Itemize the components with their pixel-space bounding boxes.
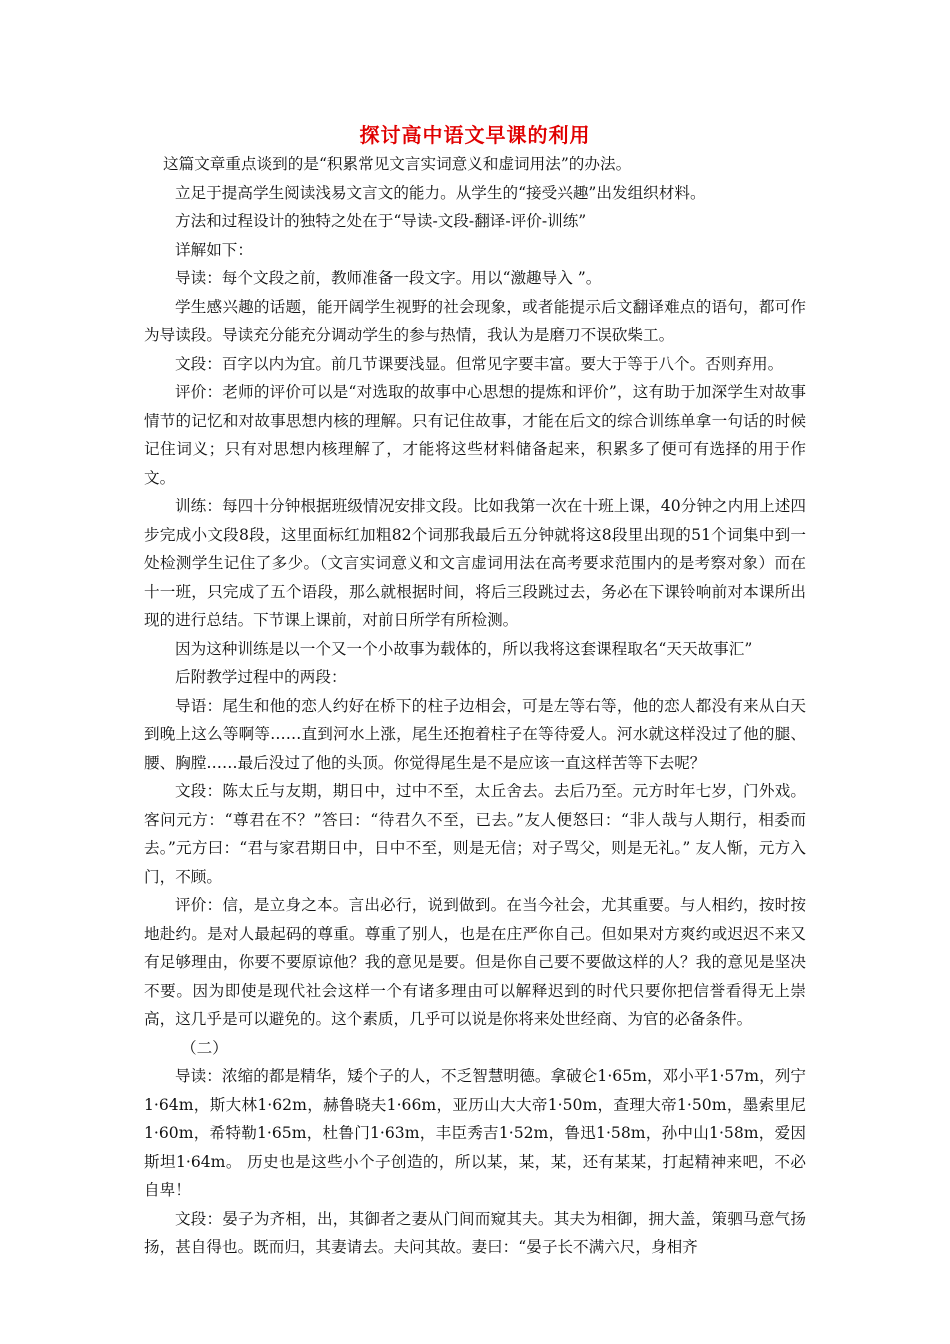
paragraph: 评价：信，是立身之本。言出必行，说到做到。在当今社会，尤其重要。与人相约，按时按地赴约。是对人最起码的尊重。尊重了别人，也是在庄严你自己。但如果对方爽约或迟迟不来又有足够理由，你要不要原谅他？我的意见是要。但是你自己要不要做这样的人？我的意见是坚决不要。因为即使是现代社会这样一个有诸多理由可以解释迟到的时代只要你把信誉看得无上崇高，这几乎是可以避免的。这个素质，几乎可以说是你将来处世经商、为官的必备条件。 bbox=[144, 896, 806, 1028]
paragraph: 文段：晏子为齐相，出，其御者之妻从门间而窥其夫。其夫为相御，拥大盖，策驷马意气扬扬，甚自得也。既而归，其妻请去。夫问其故。妻曰：“晏子长不满六尺，身相齐 bbox=[144, 1209, 806, 1256]
paragraph: 训练：每四十分钟根据班级情况安排文段。比如我第一次在十班上课，40分钟之内用上述四步完成小文段8段，这里面标红加粗82个词那我最后五分钟就将这8段里出现的51个词集中到一处检测学生记住了多少。（文言实词意义和文言虚词用法在高考要求范围内的是考察对象）而在十一班，只完成了五个语段，那么就根据时间，将后三段跳过去，务必在下课铃响前对本课所出现的进行总结。下节课上课前，对前日所学有所检测。 bbox=[144, 497, 806, 629]
paragraph: 文段：陈太丘与友期，期日中，过中不至，太丘舍去。去后乃至。元方时年七岁，门外戏。客问元方：“尊君在不？”答曰：“待君久不至，已去。”友人便怒曰：“非人哉与人期行，相委而去。”元方曰：“君与家君期日中，日中不至，则是无信；对子骂父，则是无礼。” 友人惭，元方入门，不顾。 bbox=[144, 782, 806, 886]
paragraph: 导语：尾生和他的恋人约好在桥下的柱子边相会，可是左等右等，他的恋人都没有来从白天到晚上这么等啊等……直到河水上涨，尾生还抱着柱子在等待爱人。河水就这样没过了他的腿、腰、胸膛……最后没过了他的头顶。你觉得尾生是不是应该一直这样苦等下去呢？ bbox=[144, 696, 806, 772]
paragraph: 导读：浓缩的都是精华，矮个子的人，不乏智慧明德。拿破仑1·65m，邓小平1·57m，列宁1·64m，斯大林1·62m，赫鲁晓夫1·66m，亚历山大大帝1·50m，查理大帝1·50m，墨索里尼1·60m，希特勒1·65m，杜鲁门1·63m，丰臣秀吉1·52m，鲁迅1·58m，孙中山1·58m，爱因斯坦1·64m。 历史也是这些小个子创造的，所以某，某，某，还有某某，打起精神来吧，不必自卑！ bbox=[144, 1067, 806, 1199]
document-title: 探讨高中语文早课的利用 bbox=[359, 123, 591, 147]
paragraph: 文段：百字以内为宜。前几节课要浅显。但常见字要丰富。要大于等于八个。否则弃用。 bbox=[175, 354, 784, 373]
paragraph: 后附教学过程中的两段： bbox=[175, 668, 347, 686]
paragraph: 立足于提高学生阅读浅易文言文的能力。从学生的“接受兴趣”出发组织材料。 bbox=[175, 183, 706, 202]
paragraph: 学生感兴趣的话题，能开阔学生视野的社会现象，或者能提示后文翻译难点的语句，都可作为导读段。导读充分能充分调动学生的参与热情，我认为是磨刀不误砍柴工。 bbox=[144, 297, 806, 344]
paragraph: 详解如下： bbox=[175, 240, 253, 259]
document-page bbox=[144, 120, 806, 1262]
paragraph: 导读：每个文段之前，教师准备一段文字。用以“激趣导入 ”。 bbox=[175, 269, 602, 287]
paragraph: 方法和过程设计的独特之处在于“导读-文段-翻译-评价-训练” bbox=[175, 212, 587, 230]
paragraph: 评价：老师的评价可以是“对选取的故事中心思想的提炼和评价”，这有助于加深学生对故事情节的记忆和对故事思想内核的理解。只有记住故事，才能在后文的综合训练单拿一句话的时候记住词义；只有对思想内核理解了，才能将这些材料储备起来，积累多了便可有选择的用于作文。 bbox=[144, 383, 806, 487]
paragraph: 这篇文章重点谈到的是“积累常见文言实词意义和虚词用法”的办法。 bbox=[163, 155, 632, 173]
paragraph: 因为这种训练是以一个又一个小故事为载体的，所以我将这套课程取名“天天故事汇” bbox=[175, 639, 753, 658]
section-heading: （二） bbox=[181, 1038, 228, 1057]
